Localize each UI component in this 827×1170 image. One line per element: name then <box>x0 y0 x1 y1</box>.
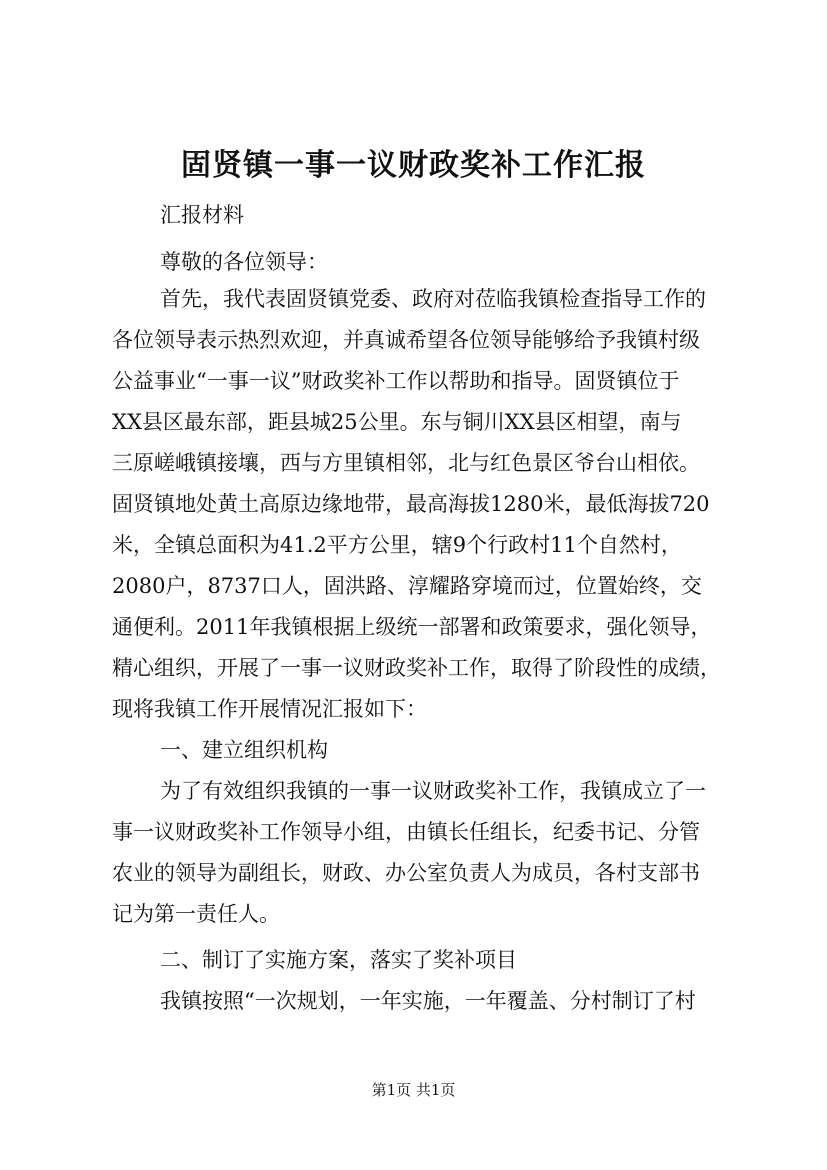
paragraph-line: 记为第一责任人。 <box>112 902 280 926</box>
paragraph-line: 尊敬的各位领导： <box>160 250 328 274</box>
paragraph-line: XX县区最东部，距县城25公里。东与铜川XX县区相望，南与 <box>112 410 682 434</box>
paragraph-line: 2080户，8737口人，固洪路、淳耀路穿境而过，位置始终，交 <box>112 574 702 598</box>
paragraph-line: 米，全镇总面积为41.2平方公里，辖9个行政村11个自然村， <box>112 533 682 557</box>
paragraph-line: 农业的领导为副组长，财政、办公室负责人为成员，各村支部书 <box>112 861 700 885</box>
section-heading: 二、制订了实施方案，落实了奖补项目 <box>160 948 517 972</box>
document-title: 固贤镇一事一议财政奖补工作汇报 <box>181 148 646 183</box>
paragraph-line: 各位领导表示热烈欢迎，并真诚希望各位领导能够给予我镇村级 <box>112 328 700 352</box>
paragraph-line: 汇报材料 <box>160 203 244 227</box>
paragraph-line: 事一议财政奖补工作领导小组，由镇长任组长，纪委书记、分管 <box>112 820 700 844</box>
section-heading: 一、建立组织机构 <box>160 738 328 762</box>
paragraph-line: 三原嵯峨镇接壤，西与方里镇相邻，北与红色景区爷台山相依。 <box>112 451 700 475</box>
paragraph-line: 我镇按照“一次规划，一年实施，一年覆盖、分村制订了村 <box>160 989 696 1013</box>
paragraph-line: 现将我镇工作开展情况汇报如下： <box>112 697 427 721</box>
page-footer: 第1页 共1页 <box>371 1081 456 1099</box>
paragraph-line: 精心组织，开展了一事一议财政奖补工作，取得了阶段性的成绩， <box>112 656 721 680</box>
paragraph-line: 首先，我代表固贤镇党委、政府对莅临我镇检查指导工作的 <box>160 287 706 311</box>
paragraph-line: 固贤镇地处黄土高原边缘地带，最高海拔1280米，最低海拔720 <box>112 492 710 516</box>
paragraph-line: 公益事业“一事一议”财政奖补工作以帮助和指导。固贤镇位于 <box>112 369 680 393</box>
paragraph-line: 通便利。2011年我镇根据上级统一部署和政策要求，强化领导， <box>112 615 712 639</box>
paragraph-line: 为了有效组织我镇的一事一议财政奖补工作，我镇成立了一 <box>160 779 706 803</box>
